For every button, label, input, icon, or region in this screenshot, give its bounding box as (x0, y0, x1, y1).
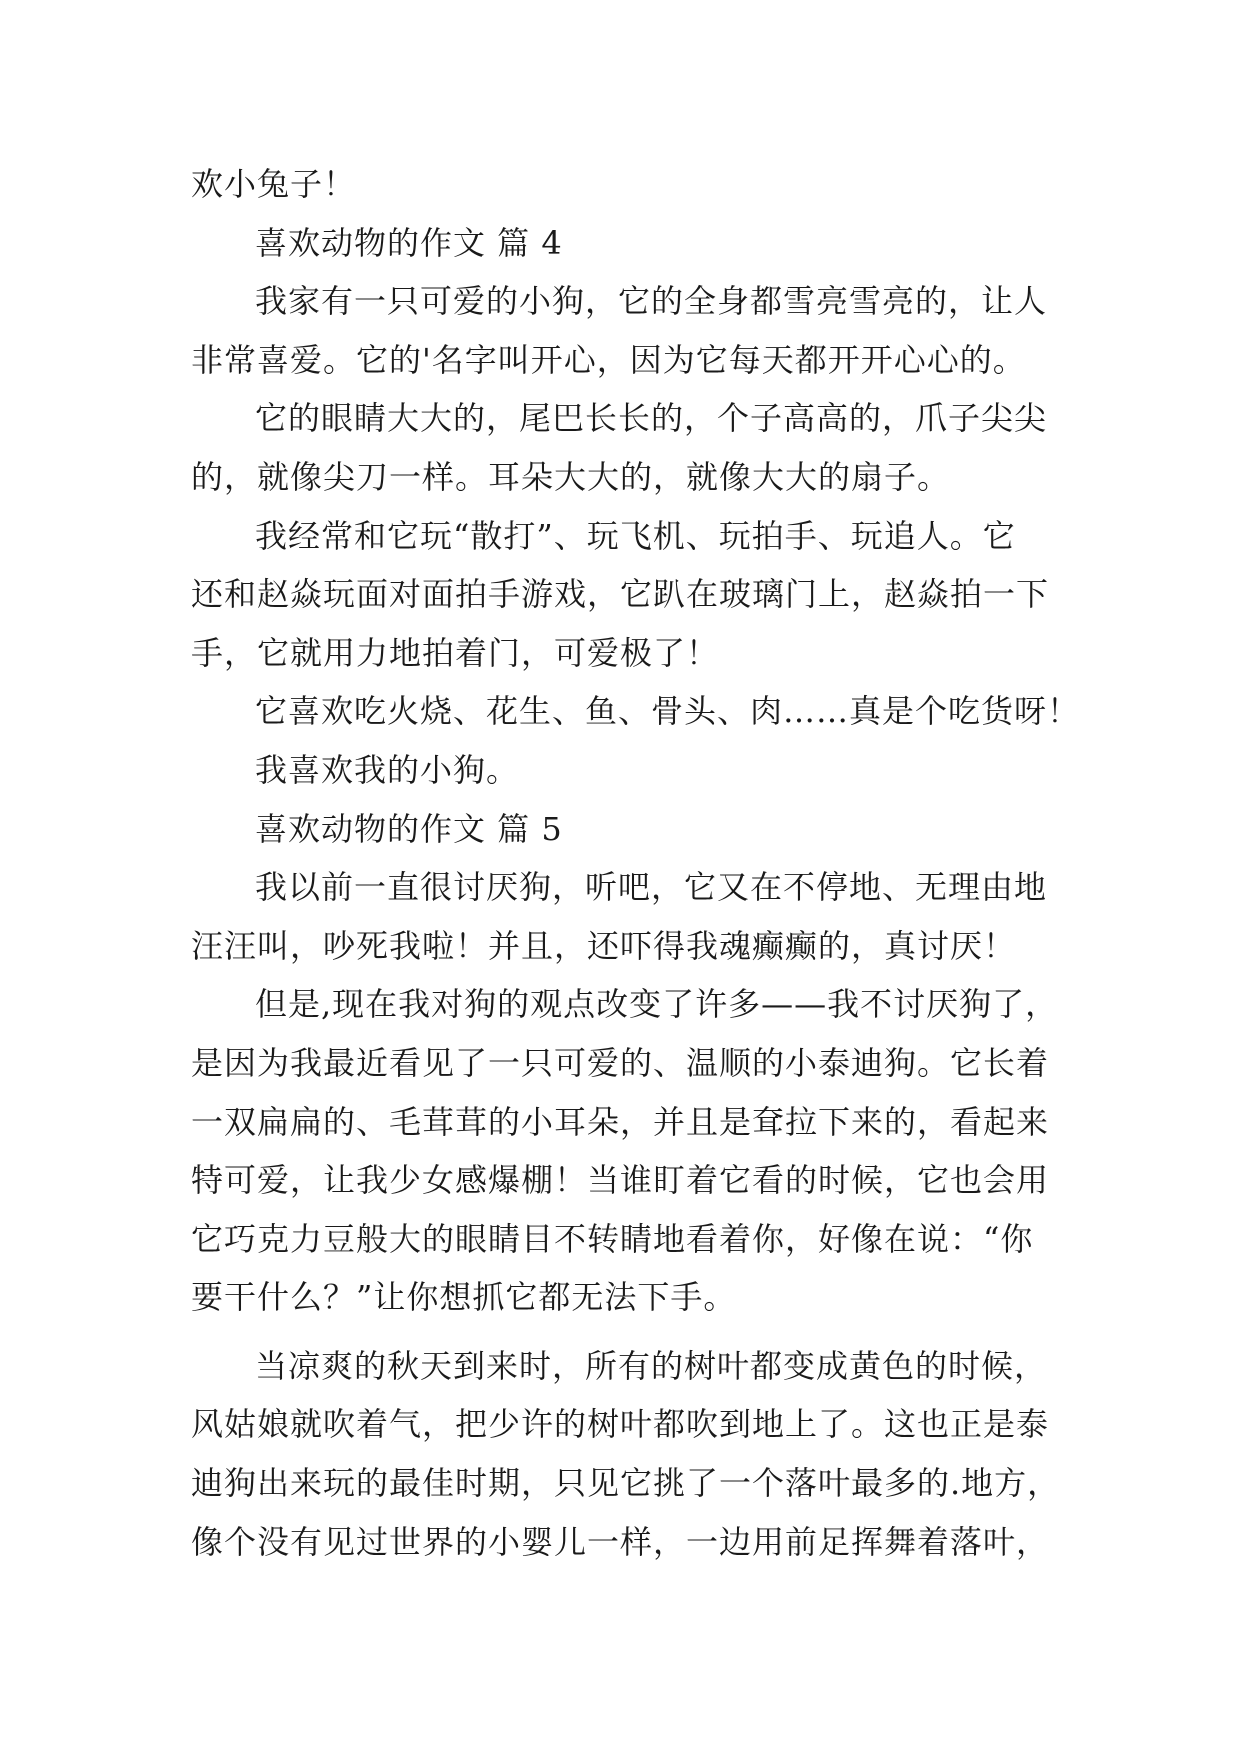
text-line: 一双扁扁的、毛茸茸的小耳朵，并且是耷拉下来的，看起来 (191, 1102, 1050, 1141)
section-heading-5: 喜欢动物的作文 篇 5 (255, 809, 563, 848)
section-heading-4: 喜欢动物的作文 篇 4 (255, 223, 563, 262)
text-line: 我喜欢我的小狗。 (255, 750, 520, 789)
text-line: 迪狗出来玩的最佳时期，只见它挑了一个落叶最多的.地方， (191, 1464, 1061, 1503)
text-line: 我家有一只可爱的小狗，它的全身都雪亮雪亮的，让人 (255, 282, 1048, 321)
text-line: 是因为我最近看见了一只可爱的、温顺的小泰迪狗。它长着 (191, 1043, 1050, 1082)
text-line: 欢小兔子！ (191, 165, 357, 203)
text-line: 还和赵焱玩面对面拍手游戏，它趴在玻璃门上，赵焱拍一下 (191, 575, 1050, 614)
document-body (191, 155, 1081, 1571)
text-line: 特可爱，让我少女感爆棚！当谁盯着它看的时候，它也会用 (191, 1161, 1050, 1200)
text-line: 像个没有见过世界的小婴儿一样，一边用前足挥舞着落叶， (191, 1522, 1050, 1561)
text-line: 非常喜爱。它的'名字叫开心，因为它每天都开开心心的。 (191, 340, 1026, 379)
text-line: 但是,现在我对狗的观点改变了许多——我不讨厌狗了， (255, 985, 1059, 1024)
text-line: 汪汪叫，吵死我啦！并且，还吓得我魂癫癫的，真讨厌！ (191, 926, 1017, 965)
text-line: 它喜欢吃火烧、花生、鱼、骨头、肉……真是个吃货呀！ (255, 692, 1081, 731)
text-line: 它的眼睛大大的，尾巴长长的，个子高高的，爪子尖尖 (255, 399, 1048, 438)
text-line: 风姑娘就吹着气，把少许的树叶都吹到地上了。这也正是泰 (191, 1405, 1050, 1444)
text-line: 的，就像尖刀一样。耳朵大大的，就像大大的扇子。 (191, 457, 951, 496)
text-line: 它巧克力豆般大的眼睛目不转睛地看着你，好像在说：“你 (191, 1219, 1034, 1258)
text-line: 我以前一直很讨厌狗，听吧，它又在不停地、无理由地 (255, 868, 1048, 907)
text-line: 要干什么？”让你想抓它都无法下手。 (191, 1278, 737, 1317)
text-line: 当凉爽的秋天到来时，所有的树叶都变成黄色的时候， (255, 1346, 1048, 1385)
text-line: 我经常和它玩“散打”、玩飞机、玩拍手、玩追人。它 (255, 516, 1016, 555)
text-line: 手，它就用力地拍着门，可爱极了！ (191, 633, 720, 672)
